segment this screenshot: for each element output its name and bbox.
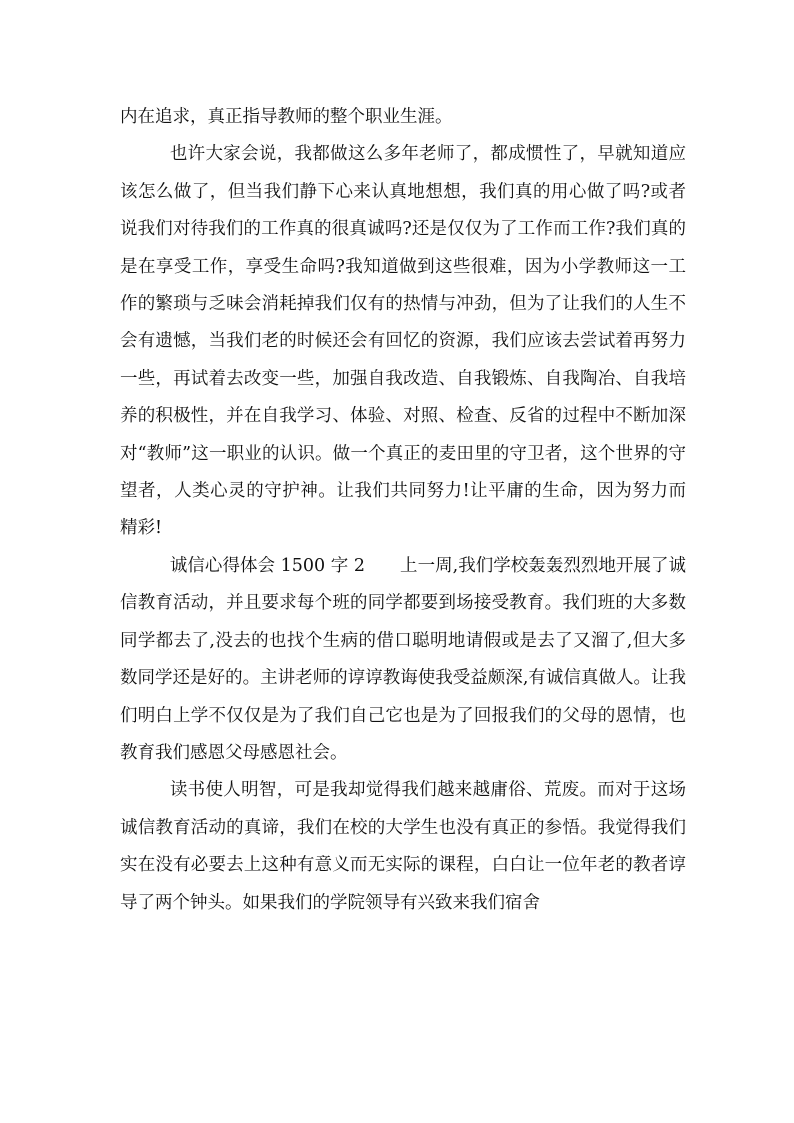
- body-text: [120, 99, 686, 922]
- paragraph-reading-reflection: 读书使人明智，可是我却觉得我们越来越庸俗、荒废。而对于这场诚信教育活动的真谛，我们在校的大学生也没有真正的参悟。我觉得我们实在没有必要去上这种有意义而无实际的课程，白白让一位年老的教者谆导了两个钟头。如果我们的学院领导有兴致来我们宿舍: [120, 780, 686, 913]
- paragraph-integrity-essay: 诚信心得体会 1500 字 2 上一周,我们学校轰轰烈烈地开展了诚信教育活动，并且要求每个班的同学都要到场接受教育。我们班的大多数同学都去了,没去的也找个生病的借口聪明地请假或是去了又溜了,但大多数同学还是好的。主讲老师的谆谆教诲使我受益颇深,有诚信真做人。让我们明白上学不仅仅是为了我们自己它也是为了回报我们的父母的恩情，也教育我们感恩父母感恩社会。: [120, 555, 686, 763]
- paragraph-teacher-reflection: 也许大家会说，我都做这么多年老师了，都成惯性了，早就知道应该怎么做了，但当我们静下心来认真地想想，我们真的用心做了吗?或者说我们对待我们的工作真的很真诚吗?还是仅仅为了工作而工作?我们真的是在享受工作，享受生命吗?我知道做到这些很难，因为小学教师这一工作的繁琐与乏味会消耗掉我们仅有的热情与冲劲，但为了让我们的人生不会有遗憾，当我们老的时候还会有回忆的资源，我们应该去尝试着再努力一些，再试着去改变一些，加强自我改造、自我锻炼、自我陶冶、自我培养的积极性，并在自我学习、体验、对照、检查、反省的过程中不断加深对“教师”这一职业的认识。做一个真正的麦田里的守卫者，这个世界的守望者，人类心灵的守护神。让我们共同努力!让平庸的生命，因为努力而精彩!: [120, 144, 686, 539]
- paragraph-continuation: 内在追求，真正指导教师的整个职业生涯。: [120, 107, 453, 127]
